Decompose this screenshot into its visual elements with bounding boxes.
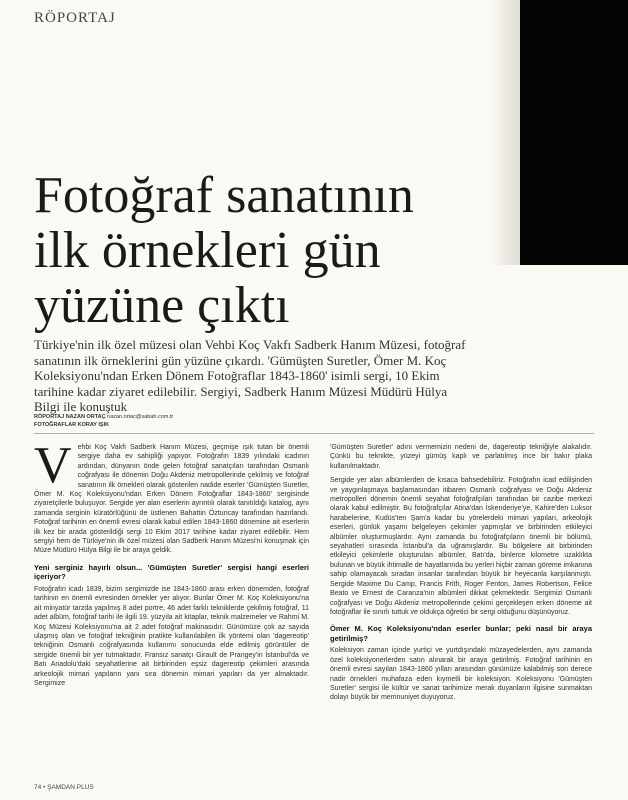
- intro-paragraph: [34, 443, 309, 556]
- question-2: Ömer M. Koç Koleksiyonu'ndan eserler bunlar; peki nasıl bir araya getirilmiş?: [330, 624, 592, 643]
- body-column-2: [330, 443, 592, 773]
- divider: [34, 433, 594, 434]
- interviewer-email: nazan.ortac@sabah.com.tr: [107, 414, 174, 420]
- col2-paragraph-1: 'Gümüşten Suretler' adını vermemizin nedeni de, dagereotip tekniğiyle alakalıdır. Çünkü bu teknikte, yüzeyi gümüş kaplı ve parlatılmış ince bir bakır plaka kullanılmaktadır.: [330, 444, 592, 470]
- answer-2: Koleksiyon zaman içinde yurtiçi ve yurtdışındaki müzayedelerden, aynı zamanda özel koleksiyonerlerden satın alınarak bir araya getirilmiş. Fotoğraf tarihinin en önemli evresi sayılan 1843-1860 yılları arasından günümüze kalabilmiş son derece nadir örnekleri muhafaza eden kıymetli bir koleksiyon. Koleksiyonu 'Gümüşten Suretler' sergisi ile kültür ve sanat tarihimize merak duyanların ilgisine sunmaktan dolayı büyük bir memnuniyet duyuyoruz.: [330, 647, 592, 702]
- drop-cap: V: [34, 443, 72, 494]
- lead-paragraph: Türkiye'nin ilk özel müzesi olan Vehbi Koç Vakfı Sadberk Hanım Müzesi, fotoğraf sanatının ilk örneklerini gün yüzüne çıkardı. 'Gümüşten Suretler, Ömer M. Koç Koleksiyonu'ndan Erken Dönem Fotoğraflar 1843-1860' isimli sergi, 10 Ekim tarihine kadar ziyaret edilebilir. Sergiyi, Sadberk Hanım Müzesi Müdürü Hülya Bilgi ile konuştuk: [34, 337, 466, 414]
- page-footer: 74 • ŞAMDAN PLUS: [34, 784, 94, 791]
- headline: [34, 168, 554, 333]
- interview-label: RÖPORTAJ: [34, 414, 65, 420]
- interviewer-line: [34, 414, 173, 422]
- interviewer-name: NAZAN ORTAÇ: [65, 414, 106, 420]
- body-column-1: [34, 443, 309, 781]
- question-1: Yeni serginiz hayırlı olsun... 'Gümüşten Suretler' sergisi hangi eserleri içeriyor?: [34, 562, 309, 582]
- headline-line-2: ilk örnekleri gün: [34, 222, 381, 279]
- intro-text: ehbi Koç Vakfı Sadberk Hanım Müzesi, geçmişe ışık tutan bir önemli sergiye daha ev sahipliği yapıyor. Fotoğrafın 1839 yılındaki icadının ardından, dünyanın önde gelen fotoğraf sanatçıları tarafından Osmanlı coğrafyası ile dönemin Doğu Akdeniz metropollerinde çekilmiş ve fotoğraf sanatının ilk örnekleri olarak gösterilen nadide eserler 'Gümüşten Suretler, Ömer M. Koç Koleksiyonu'ndan Erken Dönem Fotoğraflar 1843-1860' sergisinde ziyaretçilerle buluşuyor. Sergide yer alan eserlerin ayrıntılı olarak tanıtıldığı katalog, aynı zamanda serginin küratörlüğünü de üstlenen Bahattin Öztuncay tarafından hazırlandı. Fotoğraf tarihinin en önemli evresi olarak kabul edilen 1843-1860 dönemine ait eserlerin ilk kez bir arada gösterildiği sergi 10 Ekim 2017 tarihine kadar ziyaret edilebilir. Hem sergiyi hem de Türkiye'nin ilk özel müzesi olan Sadberk Hanım Müzesi'ni konuşmak için Müze Müdürü Hülya Bilgi ile bir araya geldik.: [34, 444, 309, 555]
- photographer-line: [34, 422, 173, 430]
- section-label: RÖPORTAJ: [34, 10, 116, 26]
- headline-line-3: yüzüne çıktı: [34, 277, 290, 334]
- answer-1: Fotoğrafın icadı 1839, bizim sergimizde ise 1843-1860 arası erken dönemden, fotoğraf tarihinin en önemli evresinden örnekler yer alıyor. Bunlar Ömer M. Koç Koleksiyonu'na ait minyatür tarzda yapılmış 8 adet portre, 46 adet farklı tekniklerde çekilmiş fotoğraf, 11 adet albüm, fotoğraf tarihi ile ilgili 19. yüzyıla ait kitaplar, teknik malzemeler ve Rahmi M. Koç Müzesi Koleksiyonu'na ait 2 adet fotoğraf makinasıdır. Günümüze çok az sayıda ulaşmış olan ve fotoğraf tekniğinin pratikte kullanılabilen ilk yöntemi olan 'dagereotip' tekniğinin Osmanlı coğrafyasında kullanımı sonucunda elde edilmiş görüntüler de sergide önemli bir yer tutmaktadır. Fransız sanatçı Girault de Prangey'in İstanbul'da ve Batı Anadolu'daki seyahatlerine ait birbirinden eşsiz dagereotip çekimleri arasında arkeolojik mimari yapıların yanı sıra dönemin mimari yapıları da yer almaktadır. Sergimize: [34, 585, 309, 687]
- headline-line-1: Fotoğraf sanatının: [34, 167, 414, 224]
- photographer-name: KORAY IŞIK: [77, 421, 110, 428]
- byline: [34, 414, 173, 429]
- photo-label: FOTOĞRAFLAR: [34, 421, 77, 428]
- col2-paragraph-2: Sergide yer alan albümlerden de kısaca bahsedebiliriz. Fotoğrafın icad edilişinden ve yaygınlaşmaya başlamasından itibaren Osmanlı coğrafyası ve Doğu Akdeniz metropolleri dönemin önemli seyahat fotoğrafçıları tarafından bir cazibe merkezi olarak kabul edilmiştir. Bu fotoğrafçılar Atina'dan İskenderiye'ye, Kahire'den Luksor harabelerine, Kudüs'ten Şam'a kadar bu yörelerdeki mimari yapıları, arkeolojik eserleri, günlük yaşamı belgeleyen çekimler yapmışlar ve birbirinden etkileyici albümler oluşturmuşlardır. Aynı zamanda bu fotoğrafçıların önemli bir bölümü, seyahatleri sırasında İstanbul'a da uğramışlardır. Bu bölgelere ait birbirinden etkileyici çekimlerle oluşturulan albümler, Batı'da, binlerce kilometre uzaklıkta bulunan ve büyük ihtimalle de hayatlarında bu yerleri hiçbir zaman göreme imkanına sahip olamayacak sıradan insanlar tarafından büyük bir heyecanla karşılanmıştı. Sergide Maxime Du Camp, Francis Frith, Roger Fenton, James Robertson, Felice Beato ve Ernest de Caranza'nın albümleri dikkat çekmektedir. Sergimizi Osmanlı coğrafyası ve Doğu Akdeniz metropollerinde çekimi gerçekleşen erken döneme ait fotoğraflar ile sınırlı tuttuk ve oldukça öğretici bir sergi olduğunu düşünüyoruz.: [330, 477, 592, 616]
